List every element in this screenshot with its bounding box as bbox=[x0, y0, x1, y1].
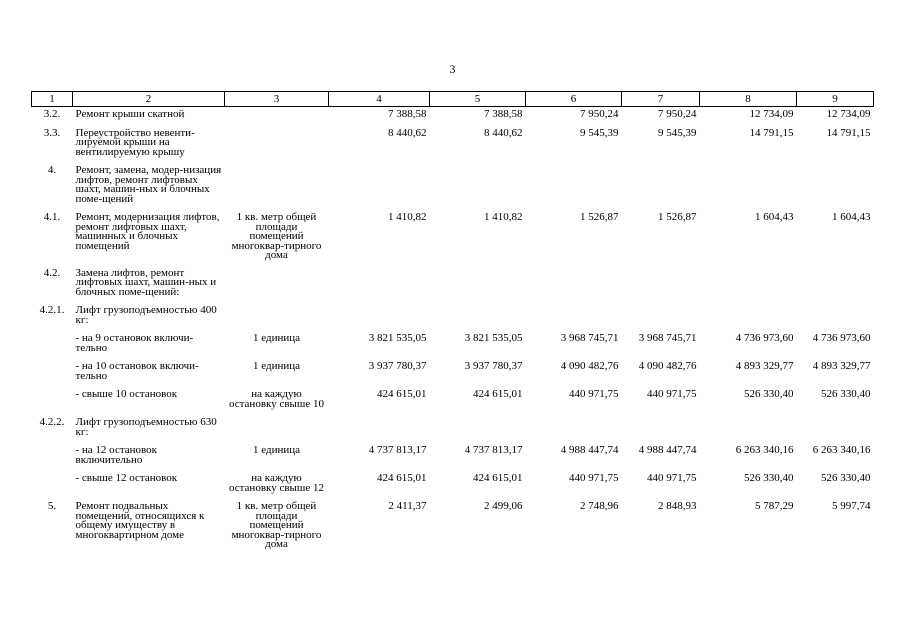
column-header: 1 bbox=[32, 92, 73, 107]
row-value bbox=[329, 265, 430, 302]
row-value: 3 968 745,71 bbox=[638, 332, 697, 344]
row-value bbox=[526, 161, 622, 208]
row-name: Замена лифтов, ремонт лифтовых шахт, машин-ных и блочных поме-щений: bbox=[75, 266, 217, 298]
page-number: 3 bbox=[449, 62, 456, 76]
row-unit: 1 единица bbox=[252, 332, 300, 344]
row-value: 8 440,62 bbox=[388, 126, 427, 139]
row-value: 8 440,62 bbox=[484, 126, 523, 139]
table-row bbox=[32, 301, 874, 329]
row-value: 440 971,75 bbox=[647, 388, 697, 400]
row-value bbox=[526, 413, 622, 441]
column-header: 6 bbox=[526, 92, 622, 107]
row-value: 424 615,01 bbox=[377, 472, 427, 484]
row-value bbox=[526, 301, 622, 329]
table-row bbox=[32, 107, 874, 124]
table-row bbox=[32, 329, 874, 357]
row-value: 4 737 813,17 bbox=[368, 444, 427, 456]
row-unit: 1 единица bbox=[252, 444, 300, 456]
row-value: 2 411,37 bbox=[388, 500, 427, 512]
row-value bbox=[329, 413, 430, 441]
table-row bbox=[32, 161, 874, 208]
row-value: 7 388,58 bbox=[388, 108, 427, 120]
row-value: 4 893 329,77 bbox=[812, 360, 871, 372]
row-unit: на каждую остановку свыше 10 bbox=[228, 388, 325, 410]
row-value: 3 821 535,05 bbox=[464, 332, 523, 344]
row-name: - на 10 остановок включи-тельно bbox=[75, 360, 199, 382]
row-value: 6 263 340,16 bbox=[812, 444, 871, 456]
row-value: 2 499,06 bbox=[484, 500, 523, 512]
row-name: - на 9 остановок включи-тельно bbox=[75, 332, 194, 354]
rates-table bbox=[31, 91, 874, 554]
table-body bbox=[32, 107, 874, 554]
table-row bbox=[32, 413, 874, 441]
row-unit: на каждую остановку свыше 12 bbox=[228, 472, 325, 494]
row-number bbox=[32, 385, 73, 413]
row-unit bbox=[225, 107, 329, 124]
row-value bbox=[329, 161, 430, 208]
row-value: 3 937 780,37 bbox=[464, 360, 523, 372]
row-number: 3.3. bbox=[43, 126, 61, 139]
row-value bbox=[622, 413, 700, 441]
row-number: 4.2.2. bbox=[39, 416, 65, 428]
row-name: Лифт грузоподъемностью 630 кг: bbox=[75, 416, 217, 438]
row-name: Ремонт, замена, модер-низация лифтов, ремонт лифтовых шахт, машин-ных и блочных поме-щений bbox=[75, 164, 222, 205]
table-row bbox=[32, 441, 874, 469]
row-value: 3 937 780,37 bbox=[368, 360, 427, 372]
table-row bbox=[32, 357, 874, 385]
row-value bbox=[622, 301, 700, 329]
row-value bbox=[430, 265, 526, 302]
row-value bbox=[797, 413, 874, 441]
row-number: 4.2.1. bbox=[39, 304, 65, 316]
row-number: 4. bbox=[47, 164, 57, 176]
row-value bbox=[430, 413, 526, 441]
table-row bbox=[32, 469, 874, 497]
row-value: 7 950,24 bbox=[580, 108, 619, 120]
row-name: Лифт грузоподъемностью 400 кг: bbox=[75, 304, 217, 326]
column-header: 7 bbox=[622, 92, 700, 107]
row-value: 1 526,87 bbox=[658, 211, 697, 223]
row-value: 2 848,93 bbox=[658, 500, 697, 512]
row-unit bbox=[225, 161, 329, 208]
row-value: 4 737 813,17 bbox=[464, 444, 523, 456]
row-value bbox=[622, 161, 700, 208]
row-name: Переустройство невенти-лируемой крыши на вентилируемую крышу bbox=[75, 126, 195, 158]
row-value: 1 526,87 bbox=[580, 211, 619, 223]
row-name: - свыше 10 остановок bbox=[75, 388, 178, 400]
row-value: 4 893 329,77 bbox=[735, 360, 794, 372]
row-name: Ремонт крыши скатной bbox=[75, 108, 185, 120]
row-name: Ремонт подвальных помещений, относящихся к общему имуществу в многоквартирном доме bbox=[75, 500, 205, 541]
row-value bbox=[329, 301, 430, 329]
row-unit bbox=[225, 301, 329, 329]
row-value bbox=[622, 265, 700, 302]
table-header-row bbox=[32, 92, 874, 107]
table-row bbox=[32, 124, 874, 162]
row-number: 4.2. bbox=[43, 266, 61, 279]
row-value bbox=[700, 265, 797, 302]
row-number: 3.2. bbox=[43, 108, 61, 120]
row-value: 6 263 340,16 bbox=[735, 444, 794, 456]
row-value: 440 971,75 bbox=[647, 472, 697, 484]
row-name: - свыше 12 остановок bbox=[75, 472, 178, 484]
row-value: 526 330,40 bbox=[821, 388, 871, 400]
column-header: 8 bbox=[700, 92, 797, 107]
row-value: 14 791,15 bbox=[826, 126, 871, 139]
row-value: 4 090 482,76 bbox=[638, 360, 697, 372]
row-value bbox=[700, 413, 797, 441]
row-value: 7 950,24 bbox=[658, 108, 697, 120]
row-value: 1 410,82 bbox=[388, 211, 427, 223]
column-header: 4 bbox=[329, 92, 430, 107]
row-value: 440 971,75 bbox=[569, 472, 619, 484]
row-value: 526 330,40 bbox=[744, 388, 794, 400]
row-value: 3 968 745,71 bbox=[560, 332, 619, 344]
row-name: - на 12 остановок включительно bbox=[75, 444, 158, 466]
row-value: 526 330,40 bbox=[821, 472, 871, 484]
row-number bbox=[32, 441, 73, 469]
row-number bbox=[32, 357, 73, 385]
row-value: 12 734,09 bbox=[749, 108, 794, 120]
table-row bbox=[32, 385, 874, 413]
row-value: 4 090 482,76 bbox=[560, 360, 619, 372]
row-value: 424 615,01 bbox=[473, 388, 523, 400]
row-value bbox=[526, 265, 622, 302]
row-number bbox=[32, 469, 73, 497]
row-value: 7 388,58 bbox=[484, 108, 523, 120]
row-name: Ремонт, модернизация лифтов, ремонт лифтовых шахт, машинных и блочных помещений bbox=[75, 211, 220, 252]
row-value bbox=[430, 161, 526, 208]
row-value: 424 615,01 bbox=[473, 472, 523, 484]
row-value: 526 330,40 bbox=[744, 472, 794, 484]
column-header: 5 bbox=[430, 92, 526, 107]
column-header: 9 bbox=[797, 92, 874, 107]
row-value: 4 736 973,60 bbox=[812, 332, 871, 344]
table-row bbox=[32, 265, 874, 302]
row-value: 9 545,39 bbox=[580, 126, 619, 139]
row-value: 1 410,82 bbox=[484, 211, 523, 223]
row-unit bbox=[225, 124, 329, 162]
row-value: 424 615,01 bbox=[377, 388, 427, 400]
row-unit bbox=[225, 413, 329, 441]
row-value bbox=[797, 301, 874, 329]
row-value: 4 736 973,60 bbox=[735, 332, 794, 344]
row-value bbox=[797, 265, 874, 302]
row-value: 4 988 447,74 bbox=[638, 444, 697, 456]
table-row bbox=[32, 497, 874, 554]
row-unit bbox=[225, 265, 329, 302]
row-value: 1 604,43 bbox=[755, 211, 794, 223]
row-number: 4.1. bbox=[43, 211, 61, 223]
row-value: 3 821 535,05 bbox=[368, 332, 427, 344]
row-unit: 1 единица bbox=[252, 360, 300, 372]
column-header: 3 bbox=[225, 92, 329, 107]
row-value bbox=[430, 301, 526, 329]
row-value: 5 787,29 bbox=[755, 500, 794, 512]
row-value: 1 604,43 bbox=[832, 211, 871, 223]
row-unit: 1 кв. метр общей площади помещений многоквар-тирного дома bbox=[231, 211, 322, 261]
row-number: 5. bbox=[47, 500, 57, 512]
row-number bbox=[32, 329, 73, 357]
row-unit: 1 кв. метр общей площади помещений многоквар-тирного дома bbox=[231, 500, 322, 550]
table-row bbox=[32, 208, 874, 265]
row-value: 9 545,39 bbox=[658, 126, 697, 139]
row-value bbox=[700, 161, 797, 208]
row-value bbox=[700, 301, 797, 329]
row-value: 12 734,09 bbox=[826, 108, 871, 120]
row-value: 14 791,15 bbox=[749, 126, 794, 139]
row-value: 2 748,96 bbox=[580, 500, 619, 512]
row-value: 5 997,74 bbox=[832, 500, 871, 512]
row-value: 440 971,75 bbox=[569, 388, 619, 400]
row-value bbox=[797, 161, 874, 208]
column-header: 2 bbox=[73, 92, 225, 107]
row-value: 4 988 447,74 bbox=[560, 444, 619, 456]
